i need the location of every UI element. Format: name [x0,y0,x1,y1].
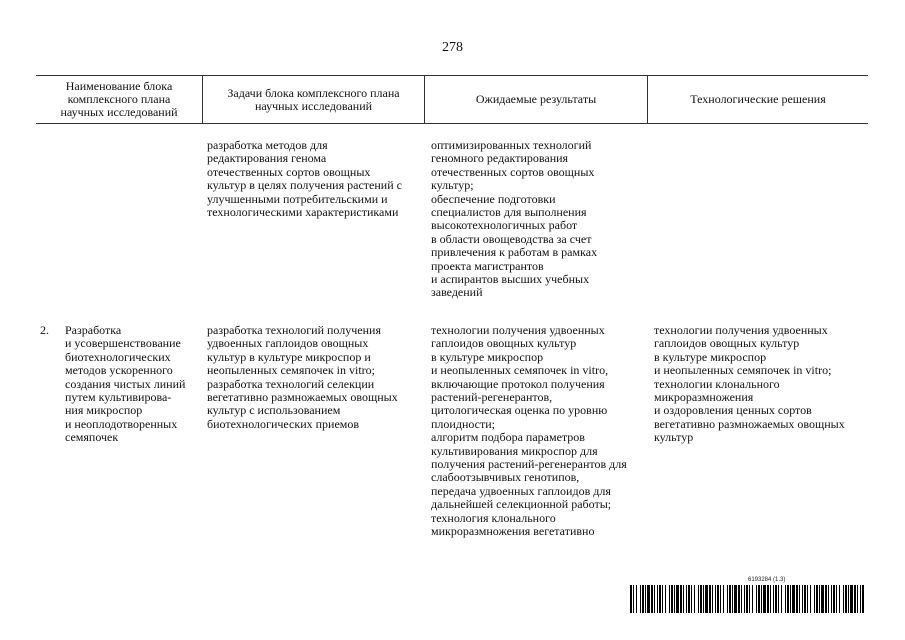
page-number: 278 [442,40,463,55]
barcode-bar [647,585,650,613]
barcode-bar [860,585,861,613]
barcode-bar [799,585,800,613]
barcode-bar [723,585,724,613]
barcode-bar [845,585,847,613]
barcode-bar [848,585,849,613]
barcode-bar [654,585,655,613]
barcode-bar [756,585,757,613]
barcode-bar [778,585,779,613]
barcode-bar [694,585,695,613]
barcode-bar [674,585,675,613]
results-cell: оптимизированных технологий геномного редактирования отечественных сортов овощных культур; обеспечение подготовки специалистов для выполнения высокотехнологичных работ в области овощеводства за счет привлечения к работам в рамках проекта магистрантов и аспирантов высших учебных заведений [431,138,598,300]
barcode-bar [657,585,658,613]
barcode-bar [630,585,632,613]
barcode-bar [767,585,769,613]
barcode-bar [816,585,818,613]
barcode-bar [821,585,824,613]
barcode-bar [749,585,750,613]
barcode-bar [781,585,782,613]
barcode-bar [720,585,721,613]
barcode-bar [746,585,748,613]
header-expected-results: Ожидаемые результаты [475,92,597,106]
barcode-bar [761,585,762,613]
block-name-cell: Разработка и усовершенствование биотехнологических методов ускоренного создания чистых линий путем культивирова- ния микроспор и неоплодотворенных семяпочек [65,323,186,445]
barcode-bar [669,585,670,613]
barcode-bar [727,585,728,613]
barcode-bar [712,585,713,613]
barcode-bar [850,585,853,613]
barcode-bar [709,585,711,613]
barcode-bar [828,585,829,613]
barcode [630,585,866,613]
barcode-bar [700,585,702,613]
results-cell: технологии получения удвоенных гаплоидов овощных культур в культуре микроспор и неопыленных семяпочек in vitro, включающие протокол получения растений-регенерантов, цитологическая оценка по уровню плоидности; алгоритм подбора параметров культивирования микроспор для получения растений-регенерантов для слабоотзывчивых генотипов, передача удвоенных гаплоидов для дальнейшей селекционной работы; технология клонального микроразмножения вегетативно [431,323,627,539]
barcode-bar [773,585,774,613]
barcode-bar [741,585,742,613]
barcode-bar [843,585,844,613]
header-bottom-rule [36,123,868,124]
barcode-bar [732,585,733,613]
barcode-bar [729,585,731,613]
barcode-bar [633,585,634,613]
barcode-bar [802,585,803,613]
barcode-bar [636,585,637,613]
barcode-bar [763,585,766,613]
barcode-bar [703,585,704,613]
barcode-bar [717,585,719,613]
barcode-label: 6193284 (1.3) [748,577,786,583]
barcode-bar [831,585,832,613]
barcode-bar [715,585,716,613]
header-block-tasks: Задачи блока комплексного плана научных исследований [227,85,400,113]
barcode-bar [775,585,777,613]
barcode-bar [854,585,856,613]
barcode-bar [807,585,808,613]
barcode-bar [796,585,798,613]
barcode-bar [790,585,791,613]
barcode-bar [659,585,661,613]
barcode-bar [686,585,687,613]
barcode-bar [833,585,835,613]
barcode-bar [645,585,646,613]
barcode-bar [839,585,840,613]
barcode-bar [787,585,789,613]
barcode-bar [819,585,820,613]
barcode-bar [734,585,737,613]
barcode-bar [770,585,771,613]
barcode-bar [814,585,815,613]
barcode-bar [792,585,795,613]
barcode-bar [758,585,760,613]
barcode-bar [785,585,786,613]
barcode-bar [665,585,666,613]
barcode-bar [857,585,858,613]
barcode-bar [698,585,699,613]
barcode-bar [862,585,864,613]
header-block-name: Наименование блока комплексного плана научных исследований [60,79,178,119]
barcode-bar [804,585,806,613]
solutions-cell: технологии получения удвоенных гаплоидов овощных культур в культуре микроспор и неопыленных семяпочек in vitro; технологии клонального микроразмножения и оздоровления ценных сортов вегетативно размножаемых овощных культур [654,323,845,445]
barcode-bar [651,585,653,613]
barcode-bar [676,585,679,613]
barcode-bar [836,585,837,613]
barcode-bar [642,585,644,613]
barcode-bar [738,585,740,613]
barcode-bar [640,585,641,613]
barcode-bar [662,585,663,613]
barcode-bar [691,585,692,613]
tasks-cell: разработка технологий получения удвоенных гаплоидов овощных культур в культуре микроспор и неопыленных семяпочек in vitro; разработка технологий селекции вегетативно размножаемых овощных культур с использованием биотехнологических приемов [207,323,398,431]
tasks-cell: разработка методов для редактирования генома отечественных сортов овощных культур в целях получения растений с улучшенными потребительскими и технологическими характеристиками [207,138,402,220]
barcode-bar [683,585,684,613]
barcode-bar [744,585,745,613]
barcode-bar [810,585,811,613]
barcode-bar [705,585,708,613]
row-number: 2. [40,323,49,337]
barcode-bar [688,585,690,613]
header-tech-solutions: Технологические решения [690,92,826,106]
barcode-bar [752,585,753,613]
barcode-bar [680,585,682,613]
barcode-bar [671,585,673,613]
barcode-bar [825,585,827,613]
